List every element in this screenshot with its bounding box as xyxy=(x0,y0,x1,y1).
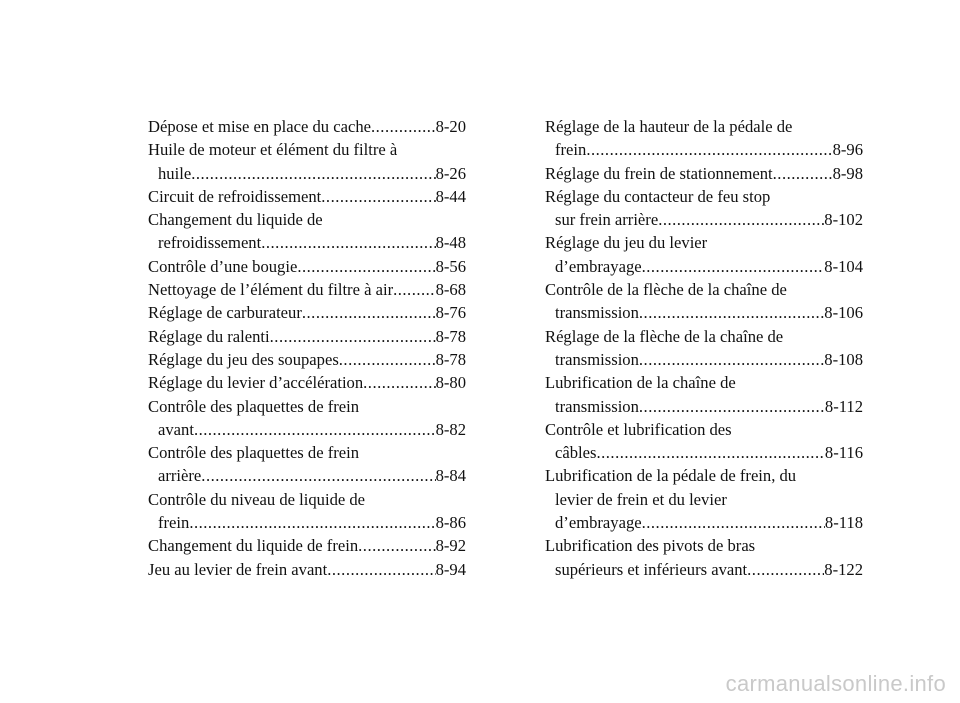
toc-entry-line xyxy=(148,162,466,185)
toc-entry-text: levier de frein et du levier xyxy=(555,489,727,509)
toc-entry-line xyxy=(148,278,466,301)
toc-entry-line xyxy=(148,115,466,138)
toc-page-number: 8-26 xyxy=(435,163,466,183)
toc-left-column xyxy=(148,115,466,581)
toc-entry-text: Réglage de la flèche de la chaîne de xyxy=(545,326,784,346)
toc-dot-leader xyxy=(658,208,824,231)
toc-page-number: 8-94 xyxy=(435,559,466,579)
toc-entry-line xyxy=(545,115,863,138)
toc-entry-line xyxy=(545,418,863,441)
toc-dot-leader xyxy=(639,348,824,371)
toc-entry-line xyxy=(148,231,466,254)
toc-entry-line xyxy=(148,395,466,418)
toc-dot-leader xyxy=(371,115,436,138)
toc-dot-leader xyxy=(261,231,435,254)
toc-entry-text: d’embrayage xyxy=(555,256,642,276)
toc-right-column xyxy=(545,115,863,581)
toc-page-number: 8-44 xyxy=(435,186,466,206)
toc-dot-leader xyxy=(191,162,435,185)
toc-entry-line xyxy=(545,301,863,324)
toc-dot-leader xyxy=(358,534,435,557)
toc-entry-text: huile xyxy=(158,163,192,183)
toc-entry-line xyxy=(545,511,863,534)
toc-dot-leader xyxy=(747,558,824,581)
toc-entry-line xyxy=(148,464,466,487)
toc-dot-leader xyxy=(297,255,435,278)
toc-dot-leader xyxy=(270,325,436,348)
toc-entry-line xyxy=(148,511,466,534)
toc-entry-line xyxy=(148,325,466,348)
toc-dot-leader xyxy=(339,348,436,371)
toc-dot-leader xyxy=(596,441,824,464)
toc-entry-line xyxy=(545,231,863,254)
toc-entry-line xyxy=(545,395,863,418)
toc-page-number: 8-76 xyxy=(435,303,466,323)
toc-entry-text: refroidissement xyxy=(158,233,262,253)
toc-entry-line xyxy=(545,441,863,464)
toc-entry-text: Réglage de la hauteur de la pédale de xyxy=(545,117,793,136)
toc-dot-leader xyxy=(363,371,435,394)
toc-entry-line xyxy=(148,301,466,324)
toc-entry-line xyxy=(148,441,466,464)
toc-dot-leader xyxy=(321,185,435,208)
toc-entry-text: transmission xyxy=(555,396,639,416)
watermark-text: carmanualsonline.info xyxy=(725,671,946,696)
toc-entry-line xyxy=(545,138,863,161)
toc-entry-line xyxy=(545,185,863,208)
toc-page-number: 8-92 xyxy=(435,536,466,556)
toc-entry-line xyxy=(545,255,863,278)
toc-page-number: 8-78 xyxy=(435,326,466,346)
toc-entry-line xyxy=(545,208,863,231)
toc-entry-text: Réglage du contacteur de feu stop xyxy=(545,186,771,206)
toc-entry-text: avant xyxy=(158,419,194,439)
toc-entry-line xyxy=(545,464,863,487)
toc-dot-leader xyxy=(302,301,436,324)
toc-dot-leader xyxy=(393,278,435,301)
toc-page-number: 8-80 xyxy=(435,373,466,393)
toc-page-number: 8-78 xyxy=(435,349,466,369)
toc-entry-text: Changement du liquide de frein xyxy=(148,536,359,556)
toc-entry-line xyxy=(148,348,466,371)
toc-dot-leader xyxy=(639,395,825,418)
toc-entry-line xyxy=(545,558,863,581)
toc-page-number: 8-68 xyxy=(435,280,466,300)
toc-dot-leader xyxy=(189,511,435,534)
toc-entry-text: Huile de moteur et élément du filtre à xyxy=(148,140,398,160)
toc-dot-leader xyxy=(642,511,825,534)
toc-page-number: 8-20 xyxy=(435,117,466,136)
toc-page-number: 8-56 xyxy=(435,256,466,276)
toc-entry-line xyxy=(545,488,863,511)
toc-entry-text: d’embrayage xyxy=(555,513,642,533)
toc-entry-text: Lubrification de la pédale de frein, du xyxy=(545,466,797,486)
toc-entry-line xyxy=(545,278,863,301)
toc-dot-leader xyxy=(586,138,832,161)
toc-entry-text: Contrôle des plaquettes de frein xyxy=(148,396,360,416)
toc-entry-line xyxy=(545,325,863,348)
toc-entry-text: Nettoyage de l’élément du filtre à air xyxy=(148,280,394,300)
toc-page-number: 8-96 xyxy=(832,140,863,160)
toc-entry-line xyxy=(148,371,466,394)
toc-entry-text: transmission xyxy=(555,349,639,369)
toc-entry-text: Circuit de refroidissement xyxy=(148,186,322,206)
toc-entry-text: Dépose et mise en place du cache xyxy=(148,117,371,136)
toc-page-number: 8-122 xyxy=(824,559,863,579)
toc-page-number: 8-102 xyxy=(824,210,863,230)
toc-entry-line xyxy=(148,418,466,441)
toc-entry-text: Réglage du ralenti xyxy=(148,326,270,346)
toc-entry-text: supérieurs et inférieurs avant xyxy=(555,559,748,579)
toc-page-number: 8-112 xyxy=(824,396,863,416)
toc-entry-text: Contrôle des plaquettes de frein xyxy=(148,443,360,463)
toc-entry-text: frein xyxy=(158,513,190,533)
toc-entry-text: Réglage du jeu du levier xyxy=(545,233,708,253)
toc-dot-leader xyxy=(327,558,435,581)
toc-page-number: 8-82 xyxy=(435,419,466,439)
toc-entry-text: Changement du liquide de xyxy=(148,210,323,230)
toc-entry-line xyxy=(545,162,863,185)
toc-page-number: 8-116 xyxy=(824,443,863,463)
toc-page-number: 8-104 xyxy=(824,256,863,276)
toc-dot-leader xyxy=(639,301,824,324)
toc-entry-line xyxy=(545,371,863,394)
toc-entry-text: Réglage du frein de stationnement xyxy=(545,163,773,183)
toc-entry-line xyxy=(148,138,466,161)
toc-page-number: 8-106 xyxy=(824,303,863,323)
toc-page-number: 8-118 xyxy=(824,513,863,533)
toc-entry-line xyxy=(148,488,466,511)
toc-page-number: 8-48 xyxy=(435,233,466,253)
toc-entry-text: câbles xyxy=(555,443,597,463)
toc-entry-text: arrière xyxy=(158,466,202,486)
toc-entry-text: Lubrification des pivots de bras xyxy=(545,536,756,556)
toc-entry-line xyxy=(545,348,863,371)
toc-page-number: 8-98 xyxy=(832,163,863,183)
toc-entry-text: Réglage de carburateur xyxy=(148,303,302,323)
toc-entry-line xyxy=(148,185,466,208)
toc-entry-text: Réglage du levier d’accélération xyxy=(148,373,364,393)
toc-page-number: 8-84 xyxy=(435,466,466,486)
toc-entry-line xyxy=(545,534,863,557)
toc-entry-line xyxy=(148,255,466,278)
toc-entry-line xyxy=(148,534,466,557)
toc-entry-text: transmission xyxy=(555,303,639,323)
toc-entry-text: Lubrification de la chaîne de xyxy=(545,373,736,393)
toc-entry-line xyxy=(148,558,466,581)
toc-dot-leader xyxy=(642,255,825,278)
toc-entry-text: Jeu au levier de frein avant xyxy=(148,559,328,579)
toc-entry-line xyxy=(148,208,466,231)
toc-dot-leader xyxy=(194,418,436,441)
toc-entry-text: Contrôle d’une bougie xyxy=(148,256,298,276)
toc-dot-leader xyxy=(773,162,833,185)
toc-entry-text: Contrôle et lubrification des xyxy=(545,419,732,439)
toc-entry-text: Contrôle du niveau de liquide de xyxy=(148,489,366,509)
toc-entry-text: frein xyxy=(555,140,587,160)
toc-page-number: 8-86 xyxy=(435,513,466,533)
toc-entry-text: Contrôle de la flèche de la chaîne de xyxy=(545,280,787,300)
toc-page-number: 8-108 xyxy=(824,349,863,369)
toc-entry-text: sur frein arrière xyxy=(555,210,659,230)
toc-entry-text: Réglage du jeu des soupapes xyxy=(148,349,339,369)
toc-dot-leader xyxy=(201,464,435,487)
